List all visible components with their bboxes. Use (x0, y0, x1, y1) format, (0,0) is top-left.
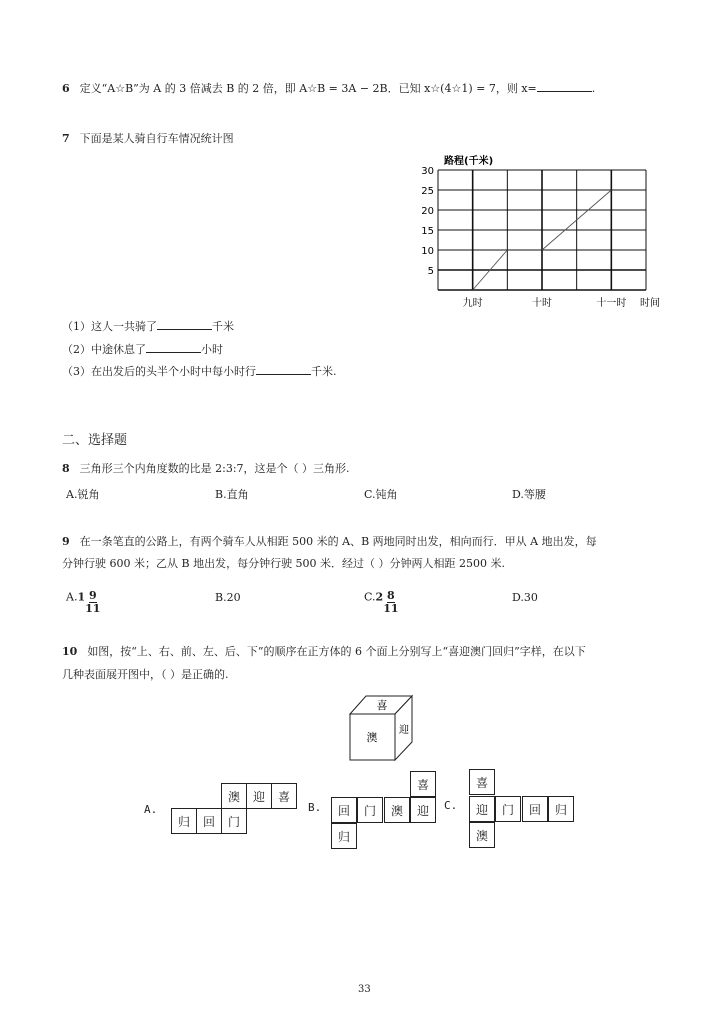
net-cell: 门 (495, 796, 521, 822)
net-cell: 迎 (469, 796, 495, 822)
question-text-line2: 分钟行驶 600 米；乙从 B 地出发，每分钟行驶 500 米．经过（ ）分钟两人相距 2500 米. (62, 557, 506, 570)
y-tick-label: 10 (421, 246, 434, 257)
net-cell: 澳 (221, 783, 247, 809)
question-7 (62, 130, 234, 146)
y-tick-label: 30 (421, 166, 434, 177)
net-c-label[interactable]: C. (444, 799, 458, 812)
option-c[interactable]: C.钝角 (364, 488, 398, 501)
option-prefix: C. (364, 590, 376, 604)
sub-question-3 (62, 363, 337, 379)
net-cell: 喜 (271, 783, 297, 809)
cube-right-label: 迎 (399, 725, 409, 736)
net-cell: 迎 (410, 797, 436, 823)
option-b[interactable]: B.20 (215, 591, 241, 604)
net-cell: 回 (331, 797, 357, 823)
net-cell: 归 (171, 808, 197, 834)
denominator: 11 (383, 602, 399, 615)
fraction (85, 590, 100, 615)
option-d[interactable]: D.30 (512, 591, 538, 604)
answer-blank[interactable] (157, 319, 212, 330)
numerator: 9 (88, 589, 97, 602)
y-tick-label: 20 (421, 206, 434, 217)
sub-question-text: （2）中途休息了 (62, 343, 146, 356)
question-text: 在一条笔直的公路上，有两个骑车人从相距 500 米的 A、B 两地同时出发，相向而行．甲从 A 地出发，每 (79, 535, 597, 548)
question-text: 如图，按“上、右、前、左、后、下”的顺序在正方体的 6 个面上分别写上“喜迎澳门回归”字样，在以下 (87, 645, 586, 658)
answer-blank[interactable] (146, 342, 201, 353)
whole-number: 2 (375, 590, 384, 604)
option-b[interactable]: B.直角 (215, 488, 249, 501)
section-title: 二、选择题 (62, 433, 128, 448)
x-tick-label: 十时 (532, 298, 552, 309)
question-text: 定义“A☆B”为 A 的 3 倍减去 B 的 2 倍，即 A☆B = 3A − 2B．已知 x☆(4☆1) = 7，则 x= (79, 82, 537, 95)
net-cell: 澳 (384, 797, 410, 823)
net-cell: 归 (548, 796, 574, 822)
question-text: 三角形三个内角度数的比是 2:3:7，这是个（ ）三角形. (79, 462, 350, 475)
whole-number: 1 (77, 590, 86, 604)
y-tick-label: 15 (421, 226, 434, 237)
y-tick-label: 25 (421, 186, 434, 197)
option-c[interactable] (364, 585, 399, 615)
cube-figure (345, 690, 420, 765)
net-cell: 迎 (246, 783, 272, 809)
question-10 (62, 643, 586, 659)
question-6 (62, 80, 595, 96)
option-a[interactable] (66, 585, 101, 615)
question-number: 9 (62, 535, 70, 548)
option-prefix: A. (66, 590, 78, 604)
distance-time-chart (400, 150, 670, 315)
x-axis-label: 时间 (640, 298, 660, 309)
question-number: 8 (62, 462, 70, 475)
x-tick-label: 十一时 (596, 298, 627, 309)
sub-question-text: （1）这人一共骑了 (62, 320, 157, 333)
net-cell: 喜 (469, 769, 495, 795)
fraction (383, 590, 398, 615)
denominator: 11 (85, 602, 101, 615)
unit: 千米. (311, 365, 337, 378)
question-number: 7 (62, 132, 70, 145)
net-a-label[interactable]: A. (144, 803, 158, 816)
x-tick-label: 九时 (462, 298, 483, 309)
net-cell: 门 (357, 797, 383, 823)
answer-blank[interactable] (537, 81, 592, 92)
option-a[interactable]: A.锐角 (66, 488, 100, 501)
numerator: 8 (387, 589, 395, 602)
question-8 (62, 460, 350, 476)
answer-blank[interactable] (256, 364, 311, 375)
question-number: 10 (62, 645, 78, 658)
y-axis-label: 路程(千米) (444, 156, 494, 167)
cube-top-label: 喜 (376, 699, 388, 712)
net-cell: 回 (196, 808, 222, 834)
y-tick-label: 5 (427, 266, 434, 277)
option-d[interactable]: D.等腰 (512, 488, 546, 501)
question-text-line2: 几种表面展开图中，（ ）是正确的. (62, 668, 229, 681)
net-cell: 门 (221, 808, 247, 834)
unit: 千米 (212, 320, 234, 333)
sub-question-2 (62, 341, 223, 357)
cube-front-label: 澳 (366, 731, 378, 744)
net-cell: 澳 (469, 822, 495, 848)
question-9 (62, 533, 597, 549)
net-cell: 归 (331, 823, 357, 849)
net-cell: 回 (522, 796, 548, 822)
net-b-label[interactable]: B. (308, 801, 322, 814)
page-number: 33 (358, 984, 371, 995)
sub-question-1 (62, 318, 234, 334)
unit: 小时 (201, 343, 223, 356)
period: . (591, 82, 596, 95)
sub-question-text: （3）在出发后的头半个小时中每小时行 (62, 365, 256, 378)
net-cell: 喜 (410, 771, 436, 797)
question-text: 下面是某人骑自行车情况统计图 (79, 132, 234, 145)
question-number: 6 (62, 82, 70, 95)
